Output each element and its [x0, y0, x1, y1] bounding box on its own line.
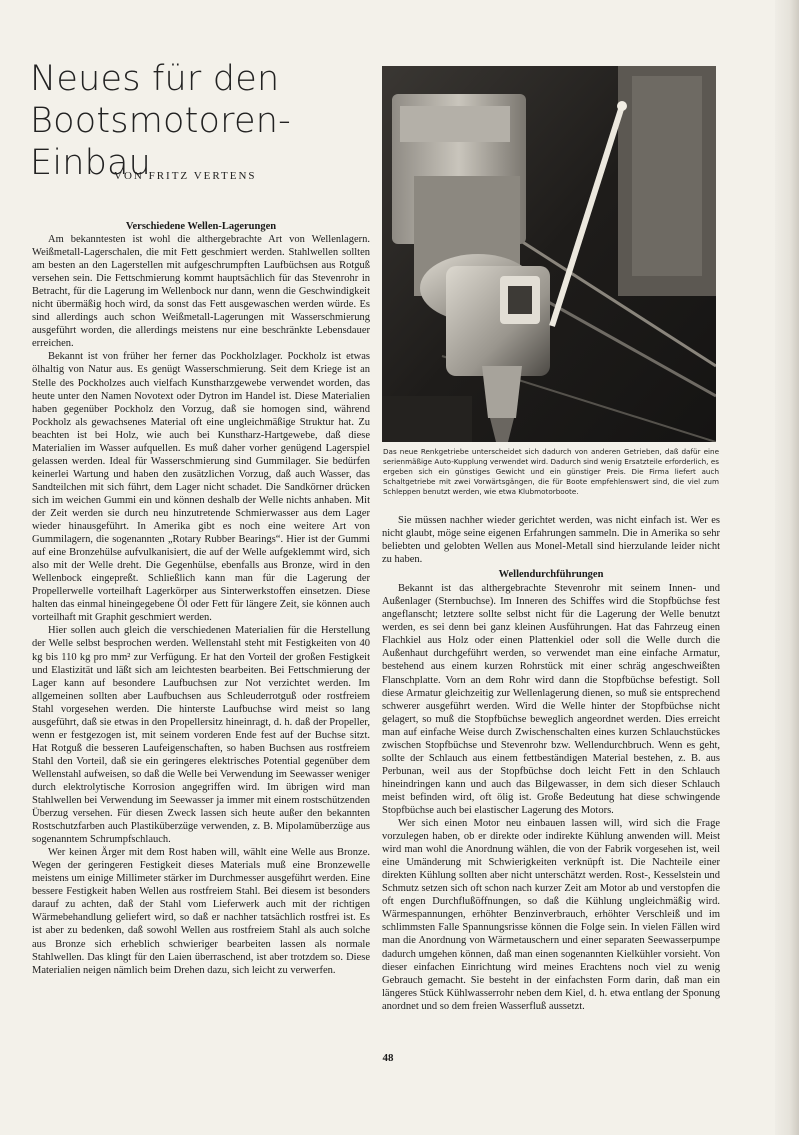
- page-content: [22, 0, 758, 1135]
- paragraph: Hier sollen auch gleich die verschiedenen Materialien für die Herstellung der Welle selbst besprochen werden. Wellenstahl steht mit Festigkeiten von 40 kg bis 110 kg pro mm² zur Verfügung. Er hat den Vorteil der großen Festigkeit und Elastizität und läßt sich am leichtesten bearbeiten. Bei Fettschmierung der Lager kann auf besondere Laufbuchsen zur Not verzichtet werden. Im allgemeinen sollten aber Laufbuchsen aus Schleuderrotguß oder rostfreiem Stahl vorgesehen werden. Die hinterste Laufbuchse wird meist so lang ausgeführt, daß sie etwas in den Propellersitz hineinragt, d. h. daß der Propeller, wenn er festgezogen ist, mit seinem vorderen Ende fest auf der Buchse sitzt. Hat Rotguß die besseren Laufeigenschaften, so haben Buchsen aus rostfreiem Stahl den Vorteil, daß sie ein geringeres elektrisches Potential gegenüber dem Wellenstahl aufweisen, so daß die Welle bei Verwendung im Seewasser weniger durch elektrolytische Korrosion angegriffen wird. Im übrigen wird man Stahlwellen bei Verwendung im Seewasser ja immer mit einem rostschützenden Überzug versehen. Für diesen Zweck lassen sich heute außer den bekannten Rostschutzfarben auch Plastiküberzüge verwenden, z. B. Mipolamüberzüge aus sogenanntem Schrumpfschlauch.: [32, 625, 370, 846]
- left-column: [32, 220, 370, 977]
- paragraph: Wer keinen Ärger mit dem Rost haben will, wählt eine Welle aus Bronze. Wegen der geringeren Festigkeit dieses Materials muß eine Bronzewelle meistens um einige Millimeter stärker im Durchmesser ausgeführt werden. Eine bessere Festigkeit haben Wellen aus rostfreiem Stahl. Bei diesem ist besonders darauf zu achten, daß der Stahl vom Lieferwerk auch mit der richtigen Wärmebehandlung geliefert wird, so daß er nachher tatsächlich rostfrei ist. Es ist aber zu bedenken, daß sowohl Wellen aus rostfreiem Stahl als auch solche aus Bronze sich erheblich schwieriger bearbeiten lassen als normale Stahlwellen. Das klingt für den Laien überraschend, ist aber trotzdem so. Diese Materialien neigen nämlich beim Drehen dazu, sich leicht zu verwerfen.: [32, 847, 370, 976]
- section-heading-wellendurchfuehrungen: Wellendurchführungen: [498, 569, 604, 581]
- title-line-1: Neues für den: [30, 59, 280, 99]
- paragraph: Sie müssen nachher wieder gerichtet werden, was nicht einfach ist. Wer es nicht glaubt, möge seine eigenen Erfahrungen sammeln. Die in Amerika so sehr beliebten und gelobten Wellen aus Monel-Metall sind hierzulande leider nicht zu haben.: [382, 515, 720, 566]
- paragraph: Bekannt ist von früher her ferner das Pockholzlager. Pockholz ist etwas ölhaltig von Natur aus. Es genügt Wasserschmierung. Seit dem Kriege ist an Stelle des Pockholzes auch vielfach Kunstharzgewebe verwendet worden, das heute unter den Namen Novotext oder Dytron im Handel ist. Diese Materialien haben gegenüber Pockholz den Vorzug, daß sie homogen sind, während Pockholz als gewachsenes Material oft eine ungleichmäßige Struktur hat. Zu beachten ist bei Holz, wie auch bei Kunstharz-Hartgewebe, daß diese Materialien im Wasser aufquellen. Es muß daher vorher genügend Lagerspiel gelassen werden. Ideal für Wasserschmierung sind Gummilager. Sie bedürfen keinerlei Wartung und haben den zusätzlichen Vorzug, daß auch Wasser, das Sandteilchen mit sich führt, dem Lager nicht schadet. Die Sandkörner drücken sich im weichen Gummi ein und können deshalb der Welle nichts anhaben. Mit der Zeit werden sie durch neu hinzutretende Schmierwasser aus dem Lager wieder hinausgeführt. In Amerika gibt es noch eine weitere Art von Gummilagern, die sogenannten „Rotary Rubber Bearings“. Hier ist der Gummi auf eine Bronzehülse aufvulkanisiert, die auf der Welle aufgeklemmt wird, sich also mit der Welle dreht. Die Gegenhülse, ebenfalls aus Bronze, wird in den Wellenbock eingepreßt. Schließlich kann man für die Lagerung der Propellerwelle vorteilhaft Lagerkörper aus Sinterwerkstoffen einsetzen. Diese halten das einmal hineingegebene Öl oder Fett für längere Zeit, sie können auch vorteilhaft mit Graphit geschmiert werden.: [32, 351, 370, 624]
- section-heading-wellen-lagerungen: Verschiedene Wellen-Lagerungen: [125, 221, 277, 232]
- article-title: [30, 58, 390, 184]
- page-binding-edge: [775, 0, 799, 1135]
- byline: VON FRITZ VERTENS: [114, 170, 257, 182]
- title-line-2: Bootsmotoren-Einbau: [30, 101, 291, 183]
- paragraph: Bekannt ist das althergebrachte Stevenrohr mit seinem Innen- und Außenlager (Sternbuchse). Im Inneren des Schiffes wird die Stopfbüchse fest angeflanscht; letztere sollte selbst nicht für die Lagerung der Welle benutzt werden, es sei denn bei ganz kleinen Ausführungen. Hat das Fahrzeug einen Flachkiel aus Holz oder einen Plattenkiel oder soll die Welle durch die Außenhaut durchgeführt werden, so verwendet man eine einfache Armatur, bestehend aus einem kurzen Rohrstück mit einer schräg angeschweißten Flanschplatte. Vorn an dem Rohr wird dann die Stopfbüchse befestigt. Soll diese Armatur gleichzeitig zur Wellenlagerung dienen, so muß sie entsprechend schwerer ausgeführt werden. Wird die Welle hinter der Stopfbüchse nicht gelagert, so muß die Stopfbüchse beweglich angeordnet werden. Dies erreicht man auf einfache Weise durch Zwischenschalten eines kurzen Schlauchstückes zwischen Stopfbüchse und Stevenrohr bzw. Wellendurchbruch. Wenn es geht, sollte der Schlauch aus einem fettbeständigen Material bestehen, z. B. aus Perbunan, weil aus der Stopfbüchse doch leicht Fett in den Schlauch hineindringen kann und auch das Bilgewasser, in dem sich dieser Schlauch meist befinden wird, oft ölig ist. Große Bedeutung hat diese schwingende Stopfbüchse auch bei elastischer Lagerung des Motors.: [382, 583, 720, 816]
- photo-caption: Das neue Renkgetriebe unterscheidet sich dadurch von anderen Getrieben, daß dafür eine serienmäßige Auto-Kupplung verwendet wird. Dadurch sind wenig Ersatzteile erforderlich, es ergeben sich ein günstiges Gewicht und ein günstiger Preis. Die Firma liefert auch Schaltgetriebe mit zwei Vorwärtsgängen, die für Boote empfehlenswert sind, die viel zum Schleppen benutzt werden, wie etwa Klubmotorboote.: [383, 447, 719, 497]
- paragraph: Am bekanntesten ist wohl die althergebrachte Art von Wellenlagern. Weißmetall-Lagerschalen, die mit Fett geschmiert werden. Stahlwellen sollten am besten an den Lagerstellen mit aufgeschrumpften Laufbüchsen aus Rotguß versehen sein. Die Fettschmierung kommt hauptsächlich für das Stevenrohr in Betracht, für die Lagerung im Wellenbock nur dann, wenn die Geschwindigkeit nicht übermäßig hoch wird, da sonst das Fett ausgewaschen werden würde. Es sind allerdings auch schon Weißmetall-Lagerungen mit Wasserschmierung ausgeführt worden, die allerdings meistens nur eine beschränkte Lebensdauer erreichen.: [32, 234, 370, 350]
- boat-engine-photo: [382, 66, 716, 442]
- right-column: [382, 514, 720, 1013]
- photo-illustration: [382, 66, 716, 442]
- paragraph: Wer sich einen Motor neu einbauen lassen will, wird sich die Frage vorzulegen haben, ob er direkte oder indirekte Kühlung anwenden will. Meist wird man wohl die Anordnung wählen, die von der Fabrik vorgesehen ist, weil eine Umänderung mit Schwierigkeiten verknüpft ist. Die Nachteile einer direkten Kühlung sollten aber nicht unterschätzt werden. Rost-, Kesselstein und Schmutz setzen sich oft schon nach kurzer Zeit am Motor ab und verstopfen die oft engen Durchflußöffnungen, so daß die Kühlung ungleichmäßig wird. Wärmespannungen, erhöhter Benzinverbrauch, erhöhter Verschleiß und im schlimmsten Falle Spannungsrisse können die Folge sein. In vielen Fällen wird man die Anordnung von Wärmetauschern und einer separaten Seewasserpumpe dadurch umgehen können, daß man einen sogenannten Kielkühler vorsieht. Von dieser einfachen Einrichtung wird meines Erachtens noch viel zu wenig Gebrauch gemacht. Sie besteht in der einfachsten Form darin, daß man ein längeres Stück Kühlwasserrohr neben dem Kiel, d. h. etwa entlang der Sponung anordnet und so dem freien Wasserfluß aussetzt.: [382, 818, 720, 1012]
- page-number: 48: [382, 1052, 394, 1064]
